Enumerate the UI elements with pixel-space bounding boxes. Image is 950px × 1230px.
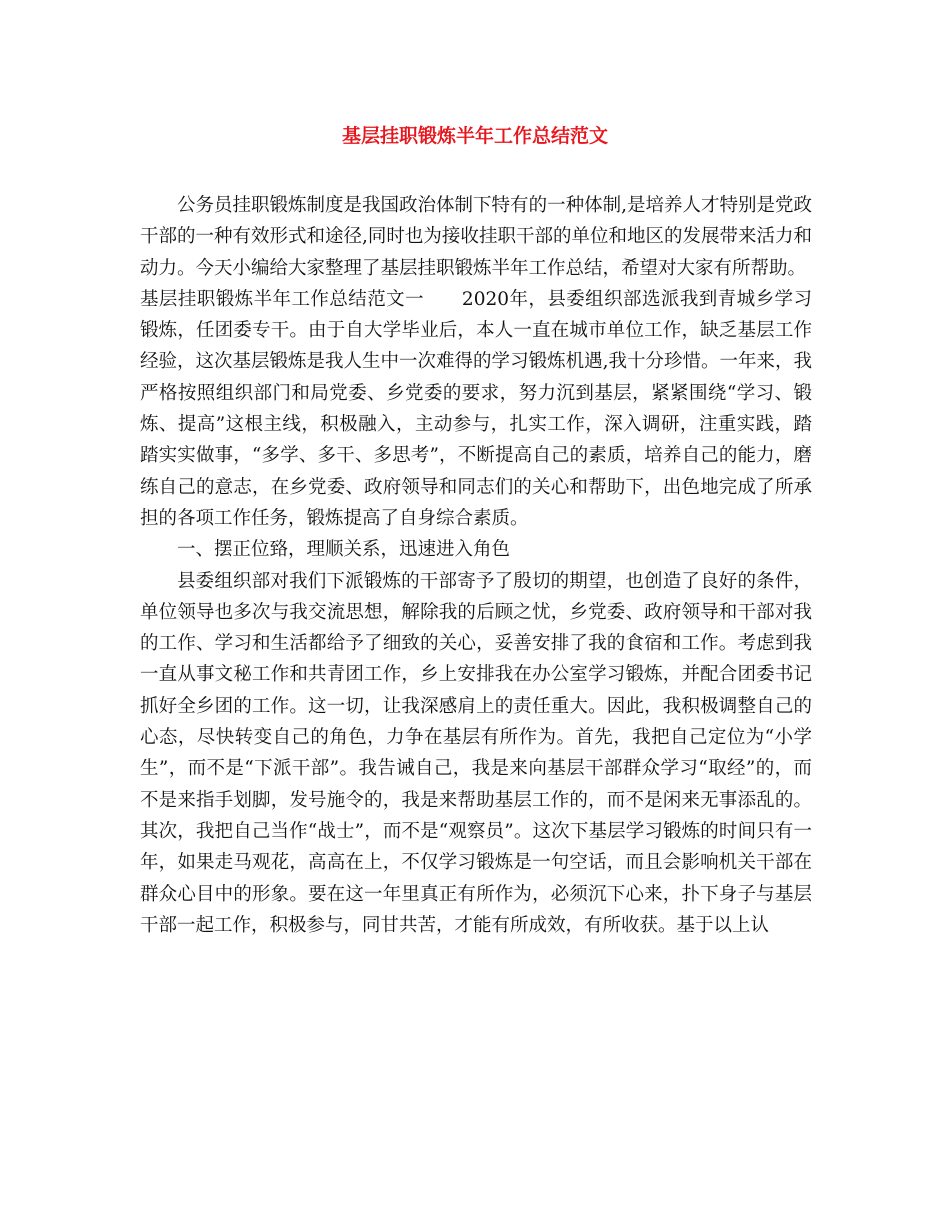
document-body	[140, 190, 812, 941]
heading-one: 一、摆正位臵，理顺关系，迅速进入角色	[177, 539, 511, 561]
document-title: 基层挂职锻炼半年工作总结范文	[341, 125, 608, 147]
body-paragraph: 县委组织部对我们下派锻炼的干部寄予了殷切的期望，也创造了良好的条件，单位领导也多次与我交流思想，解除我的后顾之忧，乡党委、政府领导和干部对我的工作、学习和生活都给予了细致的关心，妥善安排了我的食宿和工作。考虑到我一直从事文秘工作和共青团工作，乡上安排我在办公室学习锻炼，并配合团委书记抓好全乡团的工作。这一切，让我深感肩上的责任重大。因此，我积极调整自己的心态，尽快转变自己的角色，力争在基层有所作为。首先，我把自己定位为“小学生”，而不是“下派干部”。我告诫自己，我是来向基层干部群众学习“取经”的，而不是来指手划脚，发号施令的，我是来帮助基层工作的，而不是闲来无事添乱的。其次，我把自己当作“战士”，而不是“观察员”。这次下基层学习锻炼的时间只有一年，如果走马观花，高高在上，不仅学习锻炼是一句空话，而且会影响机关干部在群众心目中的形象。要在这一年里真正有所作为，必须沉下心来，扑下身子与基层干部一起工作，积极参与，同甘共苦，才能有所成效，有所收获。基于以上认	[140, 570, 812, 936]
section-one-paragraph: 基层挂职锻炼半年工作总结范文一 2020年，县委组织部选派我到青城乡学习锻炼，任团委专干。由于自大学毕业后，本人一直在城市单位工作，缺乏基层工作经验，这次基层锻炼是我人生中一次难得的学习锻炼机遇,我十分珍惜。一年来，我严格按照组织部门和局党委、乡党委的要求，努力沉到基层，紧紧围绕“学习、锻炼、提高”这根主线，积极融入，主动参与，扎实工作，深入调研，注重实践，踏踏实实做事，“多学、多干、多思考”，不断提高自己的素质，培养自己的能力，磨练自己的意志，在乡党委、政府领导和同志们的关心和帮助下，出色地完成了所承担的各项工作任务，锻炼提高了自身综合素质。	[140, 288, 812, 529]
intro-paragraph: 公务员挂职锻炼制度是我国政治体制下特有的一种体制,是培养人才特别是党政干部的一种有效形式和途径,同时也为接收挂职干部的单位和地区的发展带来活力和动力。今天小编给大家整理了基层挂职锻炼半年工作总结，希望对大家有所帮助。	[140, 195, 812, 279]
